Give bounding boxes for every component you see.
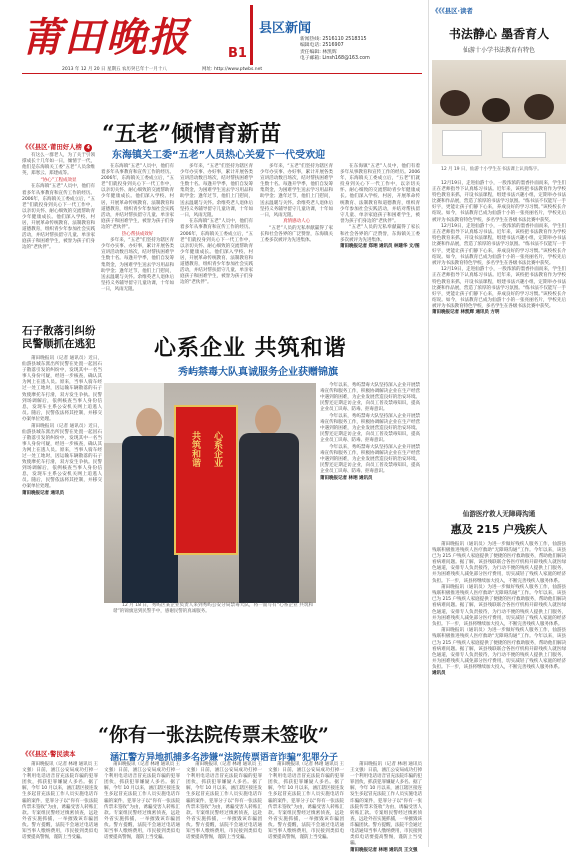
laowu-body-end-2: “五老”人员的无私奉献赢得了家长和社会各界的广泛赞誉，东海镇关工委多次被评为先进集体。	[340, 225, 420, 243]
xiehe-headline-2: 惠及 215 户残疾人	[450, 523, 548, 536]
shufa-headline: 书法静心 墨香育人	[448, 27, 550, 41]
shufa-body: 12月19日，走进仙游十小，一股浓浓的墨香扑面而来，学生们正在老师指导下认真练习书法。近年来，该校把书法教育作为学校特色教育来抓，开设书法课程，组建书法兴趣小组，定期举办书法比赛和作品展，营造了浓厚的书法学习氛围。“练书法不仅能写一手好字，更能让孩子们静下心来，养成良好的学习习惯。”该校校长介绍说。如今，书法教育已成为仙游十小的一张亮丽名片，学校先后被评为书法教育特色学校，多名学生在各级书法比赛中获奖。	[432, 181, 566, 223]
laowu-body-3: 在东海镇“五老”人员中，他们有着多年从事教育和宣传工作的经历。2006年，东海镇关工委成立后，“五老”们就投身到关心下一代工作中，以亲切关怀、耐心细致的交流帮助青少年健康成长。他们深入学校、村居，开展革命传统教育、法制教育和道德教育，组织青少年参加社会实践活动，并结对帮扶留守儿童、单亲家庭孩子和困难学生，被誉为孩子们身边的“老伙伴”。	[180, 219, 253, 286]
shizi-byline: 莆田晚报记者 通讯员	[22, 491, 64, 497]
fraud-body-2: 莆田晚报讯（记者 林翊 通讯员 王文强）日前，涵江公安局成功打掉一个利用电话语音冒充法院诈骗的犯罪团伙，抓获犯罪嫌疑人多名。据了解，今年 10 月以来，涵江辖区接连发生多起冒充法院工作人员实施电话诈骗的案件，犯罪分子以“你有一张法院传票未签收”为由，诱骗受害人转账汇款。专案组民警经过缜密侦查，远赴外省实施抓捕，一举摧毁该诈骗团伙。警方提醒，法院不会通过电话通知当事人缴纳费用，市民接到类似电话要提高警惕，谨防上当受骗。	[104, 762, 180, 841]
fraud-body-5: 莆田晚报讯（记者 林翊 通讯员 王文强）日前，涵江公安局成功打掉一个利用电话语音冒充法院诈骗的犯罪团伙，抓获犯罪嫌疑人多名。据了解，今年 10 月以来，涵江辖区接连发生多起冒充法院工作人员实施电话诈骗的案件，犯罪分子以“你有一张法院传票未签收”为由，诱骗受害人转账汇款。专案组民警经过缜密侦查，远赴外省实施抓捕，一举摧毁该诈骗团伙。警方提醒，法院不会通过电话通知当事人缴纳费用，市民接到类似电话要提高警惕，谨防上当受骗。	[350, 762, 422, 847]
jingmin-body-col	[320, 383, 420, 645]
fraud-section-label	[22, 749, 76, 758]
laowu-section-text: 县区·莆田好人榜	[34, 143, 82, 151]
jingmin-subheadline: 秀屿禁毒大队真诚服务企业获赠锦旗	[178, 367, 338, 378]
laowu-body-more-2: 多年来，“五老”们坚持为辖区青少年办实事、办好事，累计开展各类宣讲活动数百场次，结对帮扶困难学生数十名。每逢开学季，他们自发筹集资金，为困难学生送去学习用品和助学金；逢年过节，他们上门慰问，送去温暖与关怀。余维英老人退休后坚持义务辅导留守儿童功课，十年如一日，风雨无阻。	[180, 164, 253, 218]
xiehe-body-repeat-2: 莆田晚报讯（通讯员）为进一步做好残疾人服务工作，仙游县残联积极推进残疾人医疗救助“无障碍沟通”工作。今年以来，该县已为 215 户残疾人家庭提供了便捷的医疗救助服务，帮助他们解决看病难问题。据了解，该县残联联合各医疗机构开辟残疾人就医绿色通道，安排专人负责接待，为行动不便的残疾人提供上门服务，并为困难残疾人减免部分医疗费用，切实减轻了残疾人家庭的经济负担。下一步，该县将继续加大投入，不断完善残疾人服务体系。	[432, 628, 566, 670]
shizi-headline-1: 石子散落引纠纷	[22, 325, 96, 337]
laowu-body-more: 多年来，“五老”们坚持为辖区青少年办实事、办好事，累计开展各类宣讲活动数百场次，结对帮扶困难学生数十名。每逢开学季，他们自发筹集资金，为困难学生送去学习用品和助学金；逢年过节，他们上门慰问，送去温暖与关怀。余维英老人退休后坚持义务辅导留守儿童功课，十年如一日，风雨无阻。	[101, 238, 174, 292]
person-right	[239, 405, 299, 603]
banner-text-1: 心系企业	[212, 431, 222, 467]
laowu-body-2: 在东海镇“五老”人员中，他们有着多年从事教育和宣传工作的经历。2006年，东海镇关工委成立后，“五老”们就投身到关心下一代工作中，以亲切关怀、耐心细致的交流帮助青少年健康成长。他们深入学校、村居，开展革命传统教育、法制教育和道德教育，组织青少年参加社会实践活动，并结对帮扶留守儿童、单亲家庭孩子和困难学生，被誉为孩子们身边的“老伙伴”。	[101, 164, 174, 230]
laowu-col-1	[22, 153, 95, 328]
info-line: 电子邮箱: Linsh168@163.com	[300, 56, 370, 62]
xiehe-body-repeat: 莆田晚报讯（通讯员）为进一步做好残疾人服务工作，仙游县残联积极推进残疾人医疗救助“无障碍沟通”工作。今年以来，该县已为 215 户残疾人家庭提供了便捷的医疗救助服务，帮助他们解决看病难问题。据了解，该县残联联合各医疗机构开辟残疾人就医绿色通道，安排专人负责接待，为行动不便的残疾人提供上门服务，并为困难残疾人减免部分医疗费用，切实减轻了残疾人家庭的经济负担。下一步，该县将继续加大投入，不断完善残疾人服务体系。	[432, 585, 566, 627]
shufa-byline: 莆田晚报记者 林凯辉 通讯员 方明	[432, 310, 500, 316]
jingmin-photo	[104, 383, 316, 603]
banner-text-2: 共筑和谐	[190, 431, 200, 467]
banner	[174, 405, 238, 555]
info-line: 新闻热线: 2516110 2518315	[300, 37, 367, 42]
laowu-badge: 4	[84, 144, 92, 152]
jingmin-headline: 心系企业 共筑和谐	[154, 335, 347, 361]
shufa-body-col	[432, 181, 566, 496]
jingmin-byline: 莆田晚报记者 林翊 通讯员	[320, 475, 373, 481]
laowu-col-5	[340, 164, 420, 328]
article-jingmin	[108, 325, 422, 725]
shufa-body-repeat-2: 12月19日，走进仙游十小，一股浓浓的墨香扑面而来，学生们正在老师指导下认真练习书法。近年来，该校把书法教育作为学校特色教育来抓，开设书法课程，组建书法兴趣小组，定期举办书法比赛和作品展，营造了浓厚的书法学习氛围。“练书法不仅能写一手好字，更能让孩子们静下心来，养成良好的学习习惯。”该校校长介绍说。如今，书法教育已成为仙游十小的一张亮丽名片，学校先后被评为书法教育特色学校，多名学生在各级书法比赛中获奖。	[432, 267, 566, 309]
shizi-body-col	[22, 356, 102, 595]
article-laowu	[22, 76, 422, 328]
shufa-section-text: 县区·读者	[444, 7, 473, 15]
fraud-section-text: 县区·警民读本	[34, 750, 76, 758]
website: 网址: http://www.ptwbs.net	[202, 67, 263, 72]
xiehe-body-col	[432, 542, 566, 847]
section-marker-icon: 《《《	[22, 143, 35, 151]
fraud-col-2	[104, 762, 180, 847]
laowu-body: 在东海镇“五老”人员中，他们有着多年从事教育和宣传工作的经历。2006年，东海镇关工委成立后，“五老”们就投身到关心下一代工作中，以亲切关怀、耐心细致的交流帮助青少年健康成长。他们深入学校、村居，开展革命传统教育、法制教育和道德教育，组织青少年参加社会实践活动，并结对帮扶留守儿童、单亲家庭孩子和困难学生，被誉为孩子们身边的“老伙伴”。	[22, 184, 95, 251]
fraud-body-4: 莆田晚报讯（记者 林翊 通讯员 王文强）日前，涵江公安局成功打掉一个利用电话语音冒充法院诈骗的犯罪团伙，抓获犯罪嫌疑人多名。据了解，今年 10 月以来，涵江辖区接连发生多起冒充法院工作人员实施电话诈骗的案件，犯罪分子以“你有一张法院传票未签收”为由，诱骗受害人转账汇款。专案组民警经过缜密侦查，远赴外省实施抓捕，一举摧毁该诈骗团伙。警方提醒，法院不会通过电话通知当事人缴纳费用，市民接到类似电话要提高警惕，谨防上当受骗。	[268, 762, 344, 841]
shizi-body: 莆田晚报讯（记者 通讯员）近日，仙游县城东派出所民警在处置一起因石子散落引发的纠纷中，发现其中一名当事人身份可疑，经进一步核查，确认其为网上在逃人员。原来，当事人骑车经过一处工地时，因运输车辆散落的石子致使摩托车打滑，双方发生争执。民警到场调解后，依例核查当事人身份信息，发现车主系公安机关网上追逃人员。随后，民警依法将其控制，并移交办案单位处理。	[22, 356, 102, 422]
shufa-photo	[432, 60, 566, 164]
info-line: 责任编辑: 林凯辉	[300, 49, 337, 55]
contact-info	[300, 37, 420, 63]
laowu-subhead-3: 真情感动人心	[283, 219, 310, 225]
section-marker-icon: 《《《	[432, 7, 445, 15]
fraud-col-5	[350, 762, 422, 853]
laowu-intro: 有这么一群老人，为了关于引领撑成长十几年如一日，倾情于一代，他们是东海镇关工委“五老”人员余维英，郑寒云、郑建成等。	[22, 153, 95, 177]
masthead-divider	[22, 73, 422, 74]
fraud-body-1: 莆田晚报讯（记者 林翊 通讯员 王文强）日前，涵江公安局成功打掉一个利用电话语音冒充法院诈骗的犯罪团伙，抓获犯罪嫌疑人多名。据了解，今年 10 月以来，涵江辖区接连发生多起冒充法院工作人员实施电话诈骗的案件，犯罪分子以“你有一张法院传票未签收”为由，诱骗受害人转账汇款。专案组民警经过缜密侦查，远赴外省实施抓捕，一举摧毁该诈骗团伙。警方提醒，法院不会通过电话通知当事人缴纳费用，市民接到类似电话要提高警惕，谨防上当受骗。	[22, 762, 98, 841]
fraud-col-3	[186, 762, 262, 847]
section-title: 县区新闻	[259, 21, 312, 36]
page-number: B1	[228, 46, 247, 61]
fraud-subheadline: 涵江警方异地抓捕多名涉嫌“法院传票语音诈骗”犯罪分子	[110, 753, 338, 763]
xiehe-byline: 通讯员	[432, 671, 446, 677]
laowu-col-3	[180, 164, 253, 328]
laowu-subheadline: 东海镇关工委“五老”人员热心关爱下一代受欢迎	[112, 150, 326, 161]
jingmin-body-repeat-2: 今年以来，秀屿禁毒大队坚持深入企业开展禁毒宣传和服务工作，积极协调解决企业在生产经营中遇到的困难，为企业发展营造良好的治安环境。民警还定期走访企业，向员工普及禁毒知识，提高企业员工识毒、防毒、拒毒意识。	[320, 444, 420, 475]
info-line: 编辑电话: 2516907	[300, 43, 344, 49]
article-shufa	[432, 6, 566, 486]
right-column-divider	[428, 0, 429, 847]
shizi-body-repeat: 莆田晚报讯（记者 通讯员）近日，仙游县城东派出所民警在处置一起因石子散落引发的纠纷中，发现其中一名当事人身份可疑，经进一步核查，确认其为网上在逃人员。原来，当事人骑车经过一处工地时，因运输车辆散落的石子致使摩托车打滑，双方发生争执。民警到场调解后，依例核查当事人身份信息，发现车主系公安机关网上追逃人员。随后，民警依法将其控制，并移交办案单位处理。	[22, 423, 102, 490]
article-fraud	[22, 720, 422, 853]
shufa-body-repeat: 12月19日，走进仙游十小，一股浓浓的墨香扑面而来，学生们正在老师指导下认真练习书法。近年来，该校把书法教育作为学校特色教育来抓，开设书法课程，组建书法兴趣小组，定期举办书法比赛和作品展，营造了浓厚的书法学习氛围。“练书法不仅能写一手好字，更能让孩子们静下心来，养成良好的学习习惯。”该校校长介绍说。如今，书法教育已成为仙游十小的一张亮丽名片，学校先后被评为书法教育特色学校，多名学生在各级书法比赛中获奖。	[432, 224, 566, 266]
person-left	[122, 408, 178, 603]
shizi-headline-2: 民警顺抓在逃犯	[22, 338, 96, 350]
laowu-body-5: 在东海镇“五老”人员中，他们有着多年从事教育和宣传工作的经历。2006年，东海镇关工委成立后，“五老”们就投身到关心下一代工作中，以亲切关怀、耐心细致的交流帮助青少年健康成长。他们深入学校、村居，开展革命传统教育、法制教育和道德教育，组织青少年参加社会实践活动，并结对帮扶留守儿童、单亲家庭孩子和困难学生，被誉为孩子们身边的“老伙伴”。	[340, 164, 420, 224]
fraud-headline: “你有一张法院传票未签收”	[98, 724, 329, 746]
laowu-body-end: “五老”人员的无私奉献赢得了家长和社会各界的广泛赞誉，东海镇关工委多次被评为先进集体。	[260, 225, 333, 244]
laowu-section-label	[22, 142, 92, 152]
fraud-byline: 莆田晚报记者 林翊 通讯员 王文强	[350, 847, 418, 853]
fraud-body-3: 莆田晚报讯（记者 林翊 通讯员 王文强）日前，涵江公安局成功打掉一个利用电话语音冒充法院诈骗的犯罪团伙，抓获犯罪嫌疑人多名。据了解，今年 10 月以来，涵江辖区接连发生多起冒充法院工作人员实施电话诈骗的案件，犯罪分子以“你有一张法院传票未签收”为由，诱骗受害人转账汇款。专案组民警经过缜密侦查，远赴外省实施抓捕，一举摧毁该诈骗团伙。警方提醒，法院不会通过电话通知当事人缴纳费用，市民接到类似电话要提高警惕，谨防上当受骗。	[186, 762, 262, 841]
logo	[22, 14, 222, 62]
laowu-body-4: 多年来，“五老”们坚持为辖区青少年办实事、办好事，累计开展各类宣讲活动数百场次，结对帮扶困难学生数十名。每逢开学季，他们自发筹集资金，为困难学生送去学习用品和助学金；逢年过节，他们上门慰问，送去温暖与关怀。余维英老人退休后坚持义务辅导留守儿童功课，十年如一日，风雨无阻。	[260, 164, 333, 218]
laowu-byline: 莆田晚报记者 郑翊 通讯员 林建华 文/图	[340, 244, 420, 250]
shufa-subheadline: 仙游十小学书法教育有特色	[462, 47, 535, 54]
laowu-col-4	[260, 164, 333, 328]
shufa-caption: 12 月 19 日，仙游十小学生在书法课上认真练字。	[441, 167, 542, 172]
section-marker-icon: 《《《	[22, 750, 35, 758]
jingmin-body-repeat: 今年以来，秀屿禁毒大队坚持深入企业开展禁毒宣传和服务工作，积极协调解决企业在生产经营中遇到的困难，为企业发展营造良好的治安环境。民警还定期走访企业，向员工普及禁毒知识，提高企业员工识毒、防毒、拒毒意识。	[320, 413, 420, 444]
date-line: 2013 年 12 月 20 日 星期五 农历癸巳年十一月十八	[62, 67, 167, 72]
laowu-subhead-2: 热心帮扶成效好	[121, 231, 154, 237]
xiehe-body: 莆田晚报讯（通讯员）为进一步做好残疾人服务工作，仙游县残联积极推进残疾人医疗救助“无障碍沟通”工作。今年以来，该县已为 215 户残疾人家庭提供了便捷的医疗救助服务，帮助他们解决看病难问题。据了解，该县残联联合各医疗机构开辟残疾人就医绿色通道，安排专人负责接待，为行动不便的残疾人提供上门服务，并为困难残疾人减免部分医疗费用，切实减轻了残疾人家庭的经济负担。下一步，该县将继续加大投入，不断完善残疾人服务体系。	[432, 542, 566, 584]
article-xiehe	[432, 508, 566, 847]
jingmin-photo-caption	[113, 603, 313, 643]
photo-caption: 12 月 18 日，秀屿区某企业负责人来到秀屿公安分局禁毒大队，将一面写有“心系企业 共筑和谐”的锦旗送到民警手中，感谢民警的真诚服务。	[113, 603, 313, 615]
logo-text: 莆田晚报	[22, 14, 190, 61]
laowu-col-2	[101, 164, 174, 328]
fraud-col-1	[22, 762, 98, 847]
shufa-section-label	[432, 6, 566, 15]
shufa-caption-col	[432, 167, 566, 181]
laowu-subhead-1: “协心”工程成效显	[40, 177, 77, 183]
xiehe-headline-1: 仙游医疗救人无障碍沟通	[462, 510, 536, 518]
fraud-col-4	[268, 762, 344, 847]
article-shizi	[22, 325, 102, 595]
laowu-headline: “五老”倾情育新苗	[102, 121, 282, 147]
jingmin-body: 今年以来，秀屿禁毒大队坚持深入企业开展禁毒宣传和服务工作，积极协调解决企业在生产经营中遇到的困难，为企业发展营造良好的治安环境。民警还定期走访企业，向员工普及禁毒知识，提高企业员工识毒、防毒、拒毒意识。	[320, 383, 420, 413]
